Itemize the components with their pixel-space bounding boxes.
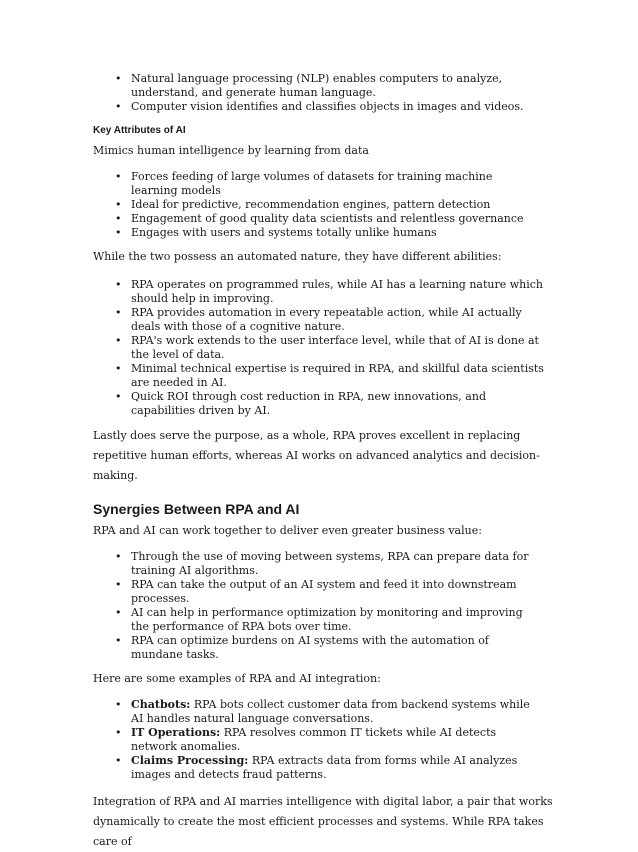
key-attributes-list xyxy=(93,170,533,240)
synergies-list xyxy=(93,550,533,662)
intro-bullet-list xyxy=(93,72,533,114)
list-item: • Engages with users and systems totally unlike humans xyxy=(93,226,533,240)
examples-lead: Here are some examples of RPA and AI integration: xyxy=(93,672,381,685)
differences-lead: While the two possess an automated nature, they have different abilities: xyxy=(93,250,502,263)
list-item: • RPA provides automation in every repeatable action, while AI actually deals with those of a cognitive nature. xyxy=(93,306,549,334)
synergies-heading: Synergies Between RPA and AI xyxy=(93,501,300,517)
differences-conclusion: Lastly does serve the purpose, as a whole, RPA proves excellent in replacing repetitive human efforts, whereas AI works on advanced analytics and decision-making. xyxy=(93,429,540,482)
example-label: Chatbots: xyxy=(131,698,191,711)
list-item: • AI can help in performance optimization by monitoring and improving the performance of RPA bots over time. xyxy=(93,606,533,634)
list-item: • Forces feeding of large volumes of datasets for training machine learning models xyxy=(93,170,533,198)
differences-list xyxy=(93,278,549,418)
list-item: • RPA can take the output of an AI system and feed it into downstream processes. xyxy=(93,578,533,606)
list-item: • Minimal technical expertise is required in RPA, and skillful data scientists are needed in AI. xyxy=(93,362,549,390)
list-item: • Through the use of moving between systems, RPA can prepare data for training AI algorithms. xyxy=(93,550,533,578)
list-item: • RPA operates on programmed rules, while AI has a learning nature which should help in improving. xyxy=(93,278,549,306)
list-item: • Computer vision identifies and classifies objects in images and videos. xyxy=(93,100,533,114)
list-item: • Quick ROI through cost reduction in RPA, new innovations, and capabilities driven by AI. xyxy=(93,390,549,418)
key-attributes-heading: Key Attributes of AI xyxy=(93,125,186,136)
example-text: RPA resolves common IT tickets while AI detects network anomalies. xyxy=(131,726,497,753)
list-item xyxy=(93,726,533,754)
examples-list xyxy=(93,698,533,782)
example-text: RPA extracts data from forms while AI analyzes images and detects fraud patterns. xyxy=(131,754,518,781)
list-item: • Ideal for predictive, recommendation engines, pattern detection xyxy=(93,198,533,212)
list-item xyxy=(93,698,533,726)
list-item: • Engagement of good quality data scientists and relentless governance xyxy=(93,212,533,226)
list-item: • Natural language processing (NLP) enables computers to analyze, understand, and generate human language. xyxy=(93,72,533,100)
example-text: RPA bots collect customer data from backend systems while AI handles natural language conversations. xyxy=(131,698,530,725)
synergies-lead: RPA and AI can work together to deliver even greater business value: xyxy=(93,524,482,537)
closing-paragraph: Integration of RPA and AI marries intelligence with digital labor, a pair that works dynamically to create the most efficient processes and systems. While RPA takes care of xyxy=(93,795,553,848)
document-page xyxy=(93,72,553,852)
example-label: Claims Processing: xyxy=(131,754,249,767)
list-item: • RPA's work extends to the user interface level, while that of AI is done at the level of data. xyxy=(93,334,549,362)
list-item xyxy=(93,754,533,782)
list-item: • RPA can optimize burdens on AI systems with the automation of mundane tasks. xyxy=(93,634,533,662)
key-attributes-lead: Mimics human intelligence by learning from data xyxy=(93,144,369,157)
example-label: IT Operations: xyxy=(131,726,221,739)
